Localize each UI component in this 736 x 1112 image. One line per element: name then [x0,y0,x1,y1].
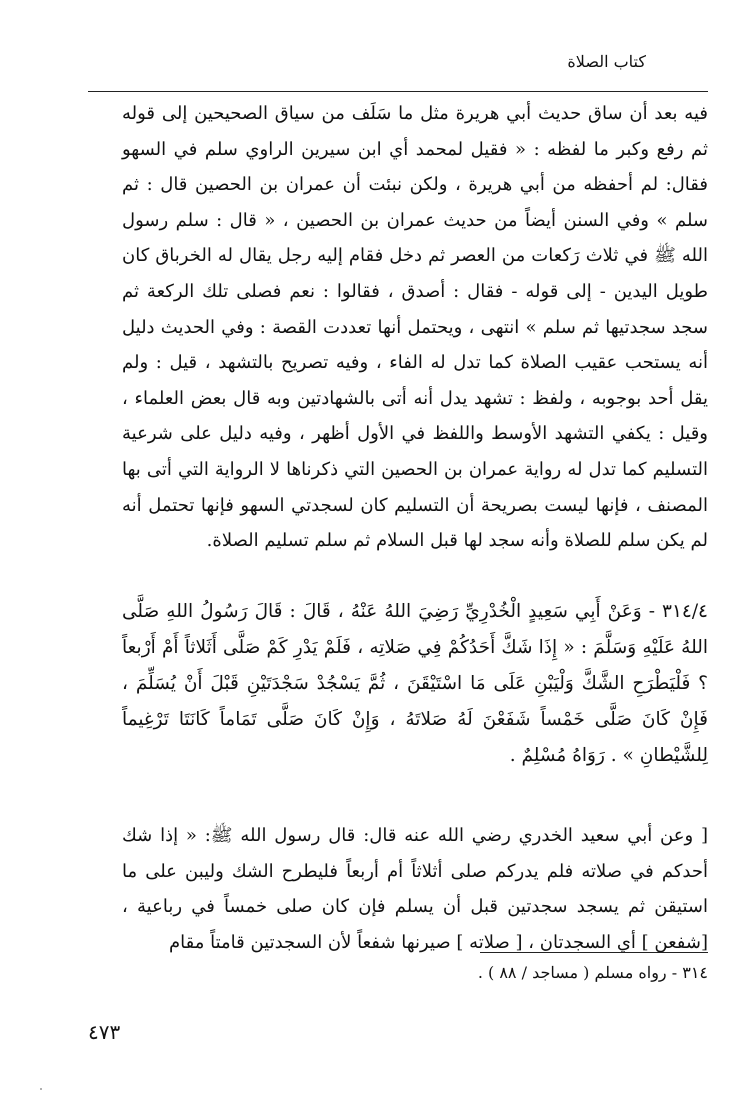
scan-speck [40,1088,42,1090]
header-rule [88,91,708,92]
commentary-paragraph: فيه بعد أن ساق حديث أبي هريرة مثل ما سَلَف من سياق الصحيحين إلى قوله ثم رفع وكبر ما لفظه : « فقيل لمحمد أي ابن سيرين الراوي سلم في السهو فقال: لم أحفظه من أبي هريرة ، ولكن نبئت أن عمران بن الحصين قال : ثم سلم » وفي السنن أيضاً من حديث عمران بن الحصين ، « قال : سلم رسول الله ﷺ في ثلاث رَكعات من العصر ثم دخل فقام إليه رجل يقال له الخرباق كان طويل اليدين - إلى قوله - فقال : أصدق ، فقالوا : نعم فصلى تلك الركعة ثم سجد سجدتيها ثم سلم » انتهى ، ويحتمل أنها تعددت القصة : وفي الحديث دليل أنه يستحب عقيب الصلاة كما تدل له الفاء ، وفيه تصريح بالتشهد ، قيل : ولم يقل أحد بوجوبه ، ولفظ : تشهد يدل أنه أتى بالشهادتين وبه قال بعض العلماء ، وقيل : يكفي التشهد الأوسط واللفظ في الأول أظهر ، وفيه دليل على شرعية التسليم كما تدل له رواية عمران بن الحصين التي ذكرناها لا الرواية التي أتى بها المصنف ، فإنها ليست بصريحة أن التسليم كان لسجدتي السهو فإنها تحتمل أنه لم يكن سلم للصلاة وأنه سجد لها قبل السلام ثم سلم تسليم الصلاة. [122,103,708,552]
footnote-rule [480,952,708,953]
explanation-paragraph: [ وعن أبي سعيد الخدري رضي الله عنه قال: قال رسول الله ﷺ: « إذا شك أحدكم في صلاته فلم يدركم صلى أثلاثاً أم أربعاً فليطرح الشك وليبن على ما استيقن ثم يسجد سجدتين قبل أن يسلم فإن كان صلى خمساً في رباعية ، [شفعن ] أي السجدتان ، [ صلاته ] صيرنها شفعاً لأن السجدتين قامتاً مقام [122,825,708,953]
running-title: كتاب الصلاة [567,52,646,71]
page-number: ٤٧٣ [88,1020,121,1044]
footnote: ٣١٤ - رواه مسلم ( مساجد / ٨٨ ) . [477,963,708,982]
hadith-paragraph: ٣١٤/٤ - وَعَنْ أَبِي سَعِيدٍ الْخُدْرِيِّ رَضِيَ اللهُ عَنْهُ ، قَالَ : قَالَ رَسُولُ اللهِ صَلَّى اللهُ عَلَيْهِ وَسَلَّمَ : « إِذَا شَكَّ أَحَدُكُمْ فِي صَلاتِه ، فَلَمْ يَدْرِ كَمْ صَلَّى أَثَلاثاً أَمْ أَرْبعاً ؟ فَلْيَطْرَحِ الشَّكَّ وَلْيَبْنِ عَلَى مَا اسْتَيْقَنَ ، ثُمَّ يَسْجُدْ سَجْدَتَيْنِ قَبْلَ أَنْ يُسَلِّمَ ، فَإِنْ كَانَ صَلَّى خَمْساً شَفَعْنَ لَهُ صَلاتَهُ ، وَإِنْ كَانَ صَلَّى تَمَاماً كَانَتَا تَرْغِيماً لِلشَّيْطانِ » . رَوَاهُ مُسْلِمٌ . [122,601,708,766]
